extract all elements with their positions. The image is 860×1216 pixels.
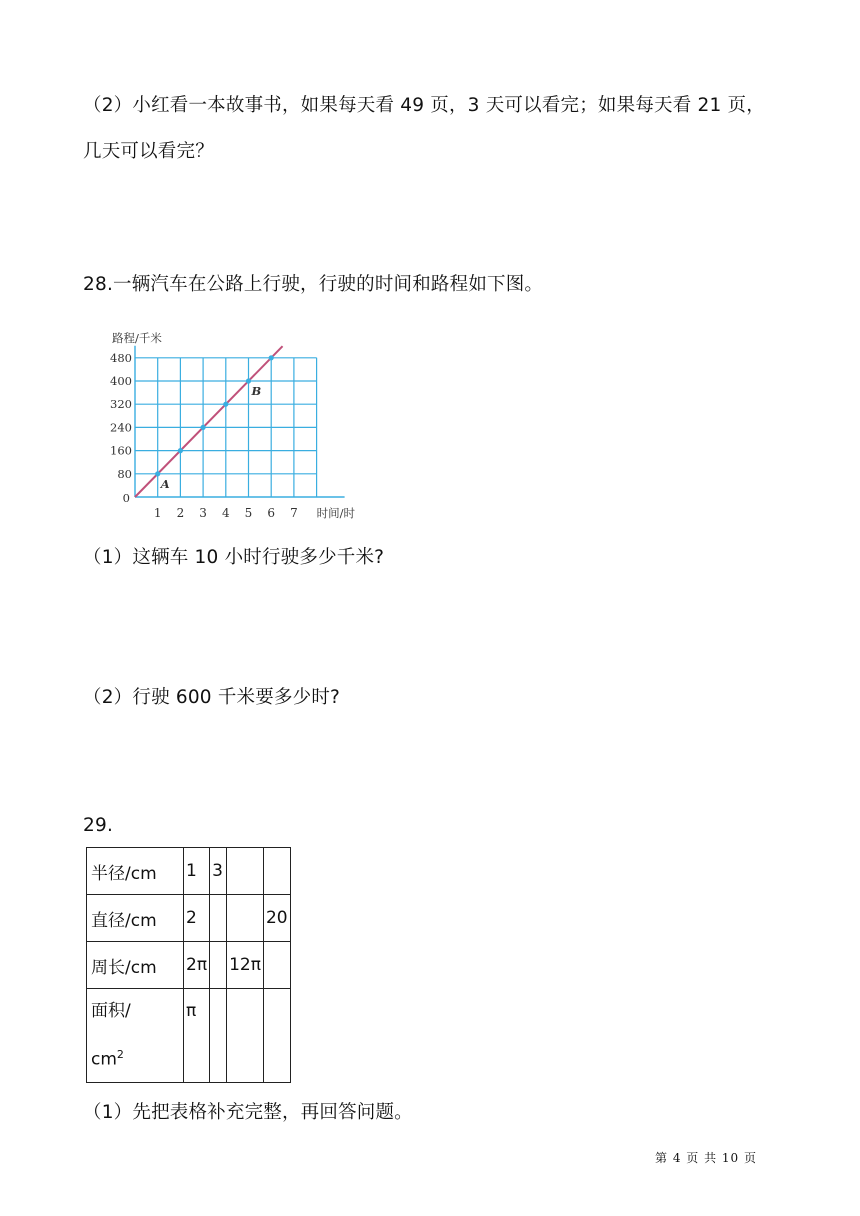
table-cell [263,989,290,1083]
table-row-area [87,989,291,1083]
table-cell [263,942,290,989]
circle-table [86,847,291,1083]
x-tick-label: 2 [176,506,185,520]
data-point [269,355,274,360]
table-cell [263,848,290,895]
y-axis-label: 路程/千米 [112,331,162,345]
q29-number: 29. [83,815,114,836]
area-unit-exponent: 2 [116,1048,124,1061]
table-cell: 20 [263,895,290,942]
data-point [201,425,206,430]
x-tick-label: 4 [221,506,230,520]
row-label: 直径/cm [87,895,184,942]
chart-ticks [110,331,355,520]
table-row-diameter [87,895,291,942]
y-tick-label: 400 [110,374,132,388]
q28-part2: （2）行驶 600 千米要多少时? [83,687,341,708]
q27-part2-line1: （2）小红看一本故事书，如果每天看 49 页，3 天可以看完；如果每天看 21 页， [83,95,765,116]
table-row-circumference [87,942,291,989]
table-cell: 1 [184,848,210,895]
cell-text: π [186,1001,197,1021]
point-annotation: B [251,384,262,398]
area-unit: cm [91,1049,117,1070]
table-cell [210,989,227,1083]
point-annotation: A [160,476,170,491]
table-cell [227,989,264,1083]
y-tick-label: 240 [110,420,132,435]
table-cell [210,895,227,942]
q29-part1: （1）先把表格补充完整，再回答问题。 [83,1102,413,1123]
row-label: 周长/cm [87,942,184,989]
x-tick-label: 1 [153,506,162,520]
data-point [223,402,228,407]
data-point [178,448,183,453]
q27-part2-line2: 几天可以看完？ [83,141,214,162]
area-label-unit [91,1033,181,1082]
table-cell [210,942,227,989]
chart-annotations [160,384,262,491]
q28-part1: （1）这辆车 10 小时行驶多少千米? [83,547,385,568]
x-tick-label: 3 [199,506,207,520]
distance-time-chart [108,322,378,522]
table-cell: 12π [227,942,264,989]
page-footer: 第 4 页 共 10 页 [655,1151,757,1165]
y-tick-label: 480 [110,350,132,365]
table-row-radius [87,848,291,895]
data-point [155,471,160,476]
table-cell: 3 [210,848,227,895]
y-tick-label: 160 [110,443,132,458]
y-tick-label: 80 [117,466,132,481]
table-cell [227,895,264,942]
y-tick-label: 320 [110,397,132,412]
x-tick-label: 6 [267,506,276,520]
x-axis-label: 时间/时 [316,506,355,520]
area-label-main: 面积/ [91,1001,131,1021]
q28-stem: 28.一辆汽车在公路上行驶，行驶的时间和路程如下图。 [83,274,544,295]
table-cell: 2 [184,895,210,942]
table-cell [227,848,264,895]
table-cell [184,989,210,1083]
row-label-area [87,989,184,1083]
table-cell: 2π [184,942,210,989]
data-point [246,378,251,383]
x-tick-label: 7 [290,506,298,520]
row-label: 半径/cm [87,848,184,895]
x-tick-label: 5 [244,506,253,520]
origin-label: 0 [122,491,130,505]
